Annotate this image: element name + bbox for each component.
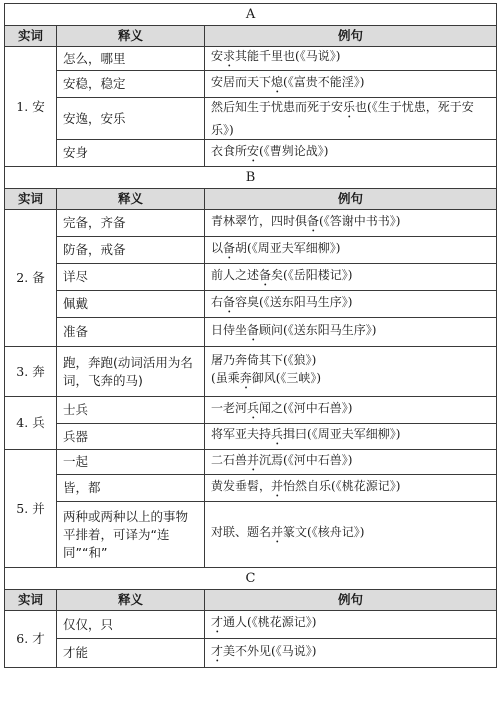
example-cell [205, 450, 497, 475]
section-row-a [5, 4, 497, 26]
example-cell [205, 47, 497, 71]
meaning-cell: 佩戴 [57, 291, 205, 318]
word-cell: 6. 才 [5, 611, 57, 668]
word-cell: 4. 兵 [5, 397, 57, 450]
table-row [5, 264, 497, 291]
example-text: 篆文(《核舟记》) [283, 525, 365, 539]
example-text: 黄发垂髫， [211, 478, 272, 493]
example-cell [205, 475, 497, 502]
example-text: 其能千里也(《马说》) [235, 49, 341, 63]
header-word: 实词 [5, 590, 57, 611]
example-cell [205, 264, 497, 291]
emphasized-word: 奔 [239, 371, 252, 385]
word-cell: 1. 安 [5, 47, 57, 167]
meaning-cell: 怎么，哪里 [57, 47, 205, 71]
meaning-cell: 完备，齐备 [57, 210, 205, 237]
section-letter: C [5, 568, 497, 590]
word-cell: 3. 奔 [5, 347, 57, 397]
example-text: 怡然自乐(《桃花源记》) [283, 478, 401, 493]
emphasized-word: 熄 [271, 74, 284, 89]
header-row [5, 590, 497, 611]
table-row [5, 424, 497, 450]
example-cell [205, 347, 497, 397]
table-row [5, 71, 497, 98]
meaning-cell: 防备，戒备 [57, 237, 205, 264]
example-cell [205, 397, 497, 424]
header-example: 例句 [205, 590, 497, 611]
table-row [5, 291, 497, 318]
example-text: 安 [211, 49, 224, 63]
example-cell [205, 210, 497, 237]
meaning-cell: 跑，奔跑(动词活用为名词，飞奔的马) [57, 347, 205, 397]
example-text: (《曹刿论战》) [259, 143, 329, 158]
example-text: 将军亚夫持 [211, 427, 272, 441]
example-text: 衣食所 [211, 143, 248, 158]
table-row [5, 611, 497, 639]
table-row [5, 98, 497, 140]
example-text: 沉焉(《河中石兽》) [259, 452, 353, 467]
meaning-cell: 安身 [57, 140, 205, 167]
emphasized-word: 备 [307, 213, 320, 228]
header-meaning: 释义 [57, 26, 205, 47]
table-row [5, 502, 497, 568]
example-text: 闻之(《河中石兽》) [259, 400, 353, 415]
example-text: 前人之述 [211, 267, 260, 282]
header-meaning: 释义 [57, 189, 205, 210]
example-text: 安居而天下 [211, 74, 272, 89]
example-text: 虽乘 [215, 371, 240, 385]
emphasized-word: 并 [247, 452, 260, 467]
table-row [5, 210, 497, 237]
meaning-cell: 士兵 [57, 397, 205, 424]
example-text: (《富贵不能淫》) [283, 74, 365, 89]
example-cell [205, 639, 497, 668]
example-cell [205, 140, 497, 167]
example-text: 对联、题名 [211, 525, 272, 539]
example-text: 一老河 [211, 400, 248, 415]
header-row [5, 189, 497, 210]
table-row [5, 639, 497, 668]
meaning-cell: 才能 [57, 639, 205, 668]
table-row [5, 347, 497, 397]
section-row-b [5, 167, 497, 189]
emphasized-word: 备 [223, 240, 236, 255]
header-example: 例句 [205, 189, 497, 210]
word-cell: 2. 备 [5, 210, 57, 347]
emphasized-word: 求 [223, 49, 236, 63]
example-text: 通人(《桃花源记》) [223, 615, 317, 629]
example-text: 右 [211, 294, 224, 309]
emphasized-word: 备 [259, 267, 272, 282]
table-row [5, 475, 497, 502]
table-row [5, 237, 497, 264]
example-cell [205, 502, 497, 568]
example-text: 顾问(《送东阳马生序》) [259, 322, 377, 337]
word-cell: 5. 并 [5, 450, 57, 568]
example-text: 二石兽 [211, 452, 248, 467]
emphasized-word: 并 [271, 525, 284, 539]
emphasized-word: 备 [247, 322, 260, 337]
example-cell [205, 98, 497, 140]
emphasized-word: 兵 [247, 400, 260, 415]
header-row [5, 26, 497, 47]
example-text: 屠乃奔倚其下(《狼》) [211, 353, 317, 367]
emphasized-word: 乐 [343, 100, 356, 114]
header-word: 实词 [5, 26, 57, 47]
emphasized-word: 才 [211, 615, 224, 629]
meaning-cell: 兵器 [57, 424, 205, 450]
meaning-cell: 安逸，安乐 [57, 98, 205, 140]
header-example: 例句 [205, 26, 497, 47]
example-cell [205, 318, 497, 347]
table-row [5, 140, 497, 167]
table-row [5, 450, 497, 475]
meaning-cell: 准备 [57, 318, 205, 347]
emphasized-word: 备 [223, 294, 236, 309]
meaning-cell: 仅仅，只 [57, 611, 205, 639]
header-meaning: 释义 [57, 590, 205, 611]
example-text: 日侍坐 [211, 322, 248, 337]
example-text: 也(《生于忧患，死于安乐》) [211, 100, 474, 137]
meaning-cell: 皆，都 [57, 475, 205, 502]
section-row-c [5, 568, 497, 590]
table-row [5, 318, 497, 347]
example-text: 揖曰(《周亚夫军细柳》) [283, 427, 401, 441]
meaning-cell: 两种或两种以上的事物平排着，可译为“连同”“和” [57, 502, 205, 568]
example-cell [205, 611, 497, 639]
example-text: 御风(《三峡》) [251, 371, 322, 385]
example-text: (《答谢中书书》) [319, 213, 401, 228]
example-cell [205, 237, 497, 264]
example-text: 美不外见(《马说》) [223, 643, 317, 658]
meaning-cell: 详尽 [57, 264, 205, 291]
example-cell [205, 424, 497, 450]
example-cell [205, 71, 497, 98]
example-text: ( [211, 371, 216, 385]
example-text: 以 [211, 240, 224, 255]
example-text: 然后知生于忧患而死于安 [211, 100, 344, 114]
emphasized-word: 兵 [271, 427, 284, 441]
meaning-cell: 安稳，稳定 [57, 71, 205, 98]
header-word: 实词 [5, 189, 57, 210]
emphasized-word: 才 [211, 643, 224, 658]
table-row [5, 397, 497, 424]
example-cell [205, 291, 497, 318]
example-text: 矣(《岳阳楼记》) [271, 267, 353, 282]
table-row [5, 47, 497, 71]
meaning-cell: 一起 [57, 450, 205, 475]
section-letter: A [5, 4, 497, 26]
example-text: 青林翠竹，四时俱 [211, 213, 308, 228]
emphasized-word: 并 [271, 478, 284, 493]
emphasized-word: 安 [247, 143, 260, 158]
example-text: 容臭(《送东阳马生序》) [235, 294, 353, 309]
example-text: 胡(《周亚夫军细柳》) [235, 240, 341, 255]
vocabulary-table [4, 3, 497, 668]
section-letter: B [5, 167, 497, 189]
